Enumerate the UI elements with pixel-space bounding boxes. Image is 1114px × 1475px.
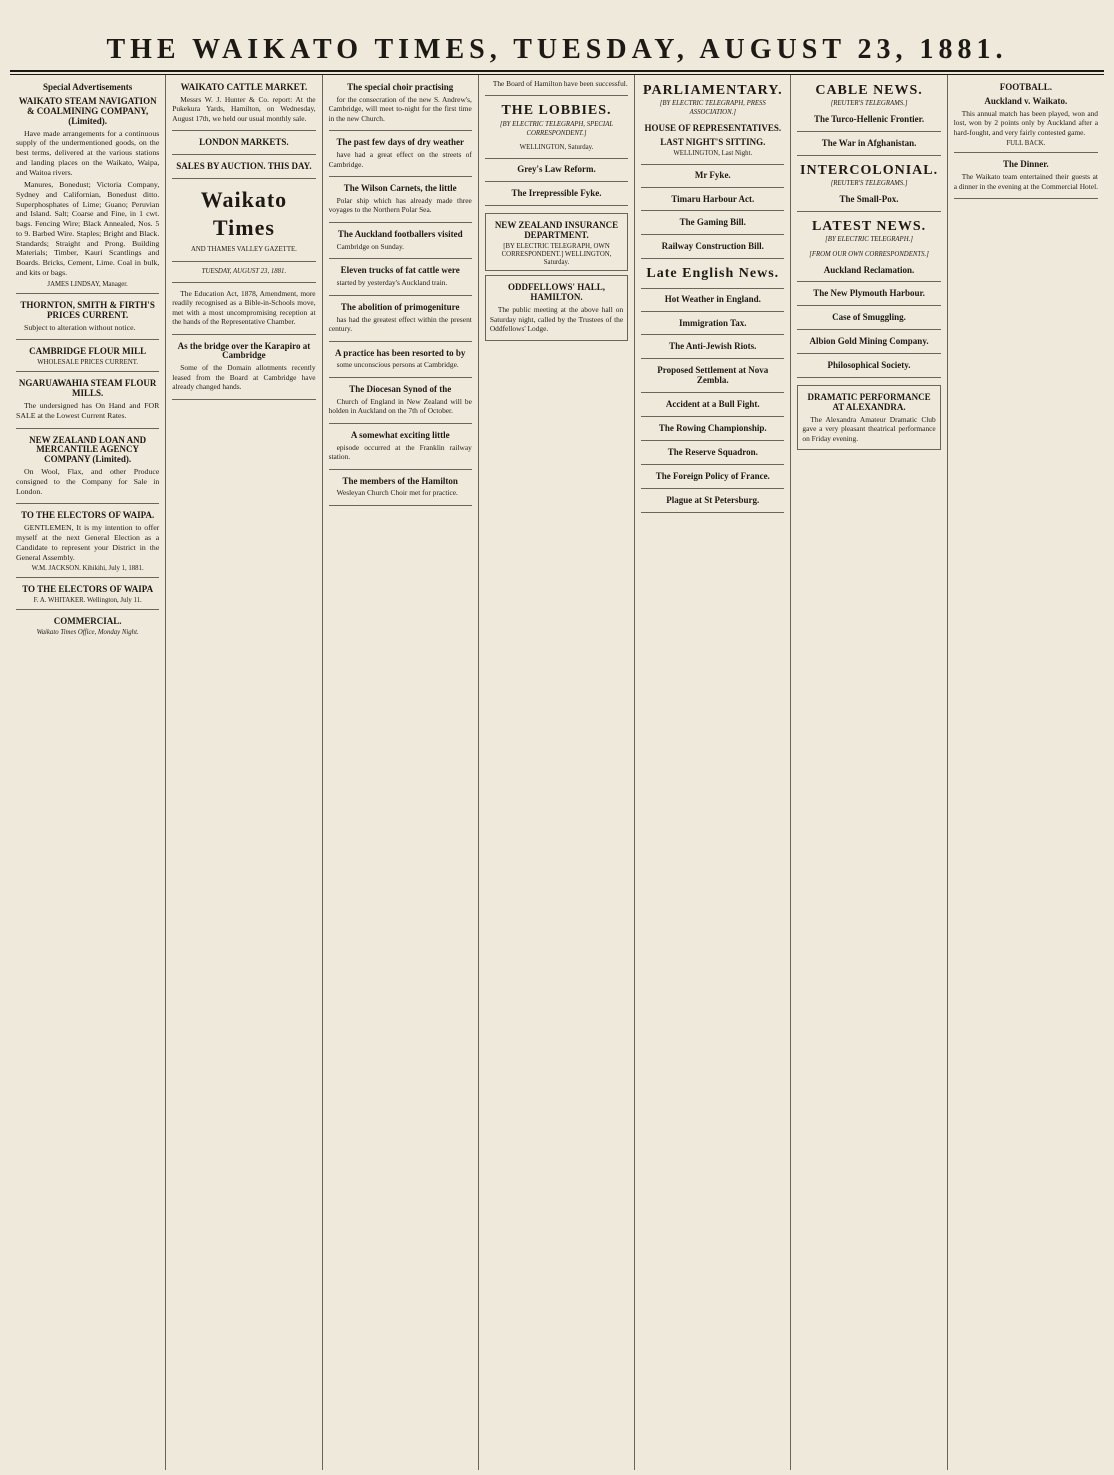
intercolonial-header: INTERCOLONIAL. (800, 162, 939, 178)
advert-list: Manures, Bonedust; Victoria Company, Sydney and Californian, Bonedust ditto. Superphosphates of Lime; Guano; Peruvian and Island. Salt; Coarse and Fine, in 1 cwt. bags. Fencing Wire; Black Annealed, Nos. 5 to 9. Barbed Wire. Staples; Bright and Black. Standards; Straight and Prong. Building Materials; Timber, Kauri Scantlings and Boards. Bricks, Cement, Lime. Coal in bulk, and kits or bags. (16, 180, 160, 277)
advert-prices-current (16, 301, 159, 341)
paper-subtitle: AND THAMES VALLEY GAZETTE. (190, 246, 297, 254)
late-item (641, 366, 784, 393)
oddfellows-text: The public meeting at the above hall on Saturday night, called by the Trustees of the Oddfellows' Lodge. (489, 305, 624, 334)
karapiro-bridge (172, 342, 315, 400)
latest-heading: Auckland Reclamation. (823, 264, 915, 275)
advert-title: CAMBRIDGE FLOUR MILL (29, 346, 147, 357)
news-text: Wesleyan Church Choir met for practice. (336, 488, 458, 498)
news-item (329, 303, 472, 342)
column-7 (948, 75, 1104, 1470)
late-heading: Hot Weather in England. (664, 293, 761, 304)
special-advertisements-header: Special Advertisements (43, 82, 133, 92)
insurance-box (485, 213, 628, 271)
late-heading: Accident at a Bull Fight. (665, 399, 760, 410)
news-item (485, 79, 628, 96)
late-item (641, 295, 784, 312)
news-item (329, 230, 472, 259)
divider (172, 261, 315, 262)
dinner-header: The Dinner. (1003, 159, 1049, 170)
advert-text: The undersigned has On Hand and FOR SALE at the Lowest Current Rates. (16, 401, 160, 420)
advert-text: GENTLEMEN, It is my intention to offer myself at the next General Election as a Candidate to represent your District in the General Assembly. (16, 523, 160, 562)
divider (172, 282, 315, 283)
late-heading: The Foreign Policy of France. (655, 470, 770, 481)
news-item (329, 385, 472, 424)
news-text: for the consecration of the new S. Andrew's, Cambridge, will meet to-night for the first time in the new Church. (328, 94, 472, 123)
news-text: have had a great effect on the streets of Cambridge. (328, 150, 472, 169)
lobbies-subtitle: [BY ELECTRIC TELEGRAPH, SPECIAL CORRESPONDENT.] (499, 120, 614, 137)
advert-subtitle: WHOLESALE PRICES CURRENT. (37, 359, 139, 367)
match-header: Auckland v. Waikato. (984, 95, 1068, 106)
column-6 (791, 75, 947, 1470)
advert-title: THORNTON, SMITH & FIRTH'S PRICES CURRENT. (20, 299, 155, 320)
late-heading: Proposed Settlement at Nova Zembla. (657, 365, 769, 386)
news-heading: Eleven trucks of fat cattle were (340, 265, 460, 276)
section-text: Messrs W. J. Hunter & Co. report: At the Pukekura Yards, Hamilton, on Wednesday, August 17th, we held our usual monthly sale. (172, 94, 316, 123)
lobbies-item (485, 165, 628, 182)
news-heading: A somewhat exciting little (350, 429, 450, 440)
parliamentary-header: PARLIAMENTARY. (642, 83, 783, 98)
column-grid (10, 74, 1104, 1470)
paper-name: Waikato Times (200, 187, 288, 241)
latest-heading: Case of Smuggling. (832, 312, 906, 323)
oddfellows-box (485, 275, 628, 340)
inter-item (797, 195, 940, 212)
latest-item (797, 361, 940, 378)
divider (641, 164, 784, 165)
late-item (641, 400, 784, 417)
news-heading: The past few days of dry weather (336, 137, 464, 148)
advert-agent: JAMES LINDSAY, Manager. (47, 280, 128, 288)
news-heading: The abolition of primogeniture (340, 301, 460, 312)
latest-subtitle-2: [FROM OUR OWN CORRESPONDENTS.] (809, 250, 929, 258)
latest-item (797, 266, 940, 283)
sitting-dateline: WELLINGTON, Last Night. (673, 149, 753, 157)
advert-steam-navigation (16, 97, 159, 294)
divider (641, 288, 784, 289)
dramatic-text: The Alexandra Amateur Dramatic Club gave a very pleasant theatrical performance on Friday evening. (802, 414, 936, 443)
match-text: This annual match has been played, won and lost, won by 2 points only by Auckland after a hard-fought, and very fairly contested game. (953, 108, 1098, 137)
late-news-header: Late English News. (646, 266, 780, 282)
news-text: has had the greatest effect within the present century. (328, 314, 472, 334)
lobbies-item (485, 189, 628, 206)
news-heading: The Wilson Carnets, the little (343, 183, 457, 194)
news-item (329, 477, 472, 506)
cable-item (797, 115, 940, 132)
latest-heading: Philosophical Society. (827, 360, 911, 371)
news-text: The Board of Hamilton have been successful. (492, 79, 628, 88)
latest-item (797, 289, 940, 306)
advert-title: WAIKATO STEAM NAVIGATION & COALMINING COMPANY, (Limited). (18, 95, 157, 126)
football-header: FOOTBALL. (999, 82, 1052, 92)
late-item (641, 496, 784, 513)
dinner-text: The Waikato team entertained their guests at a dinner in the evening at the Commercial Hotel. (953, 172, 1098, 191)
column-3 (323, 75, 479, 1470)
news-item (329, 138, 472, 177)
cable-heading: The War in Afghanistan. (821, 137, 917, 148)
advert-signature: F. A. WHITAKER. Wellington, July 11. (33, 597, 142, 605)
advert-text: Subject to alteration without notice. (24, 322, 136, 332)
late-item (641, 424, 784, 441)
oddfellows-header: ODDFELLOWS' HALL, HAMILTON. (507, 282, 605, 303)
leading-article (172, 289, 315, 335)
dinner-report (954, 172, 1098, 199)
advert-electors-2 (16, 585, 159, 610)
advert-title: TO THE ELECTORS OF WAIPA. (21, 510, 155, 521)
newspaper-title: THE WAIKATO TIMES, TUESDAY, AUGUST 23, 1881. (106, 34, 1008, 65)
advert-title: NEW ZEALAND LOAN AND MERCANTILE AGENCY COMPANY (Limited). (29, 434, 147, 465)
lobbies-header: THE LOBBIES. (501, 103, 612, 119)
divider (485, 158, 628, 159)
advert-steam-flour-mills (16, 379, 159, 428)
late-item (641, 472, 784, 489)
late-heading: Plague at St Petersburg. (666, 494, 760, 505)
latest-news-header: LATEST NEWS. (811, 218, 927, 234)
sales-by-auction (172, 162, 315, 179)
advert-title: TO THE ELECTORS OF WAIPA (22, 584, 154, 595)
section-title: LONDON MARKETS. (199, 137, 289, 148)
late-heading: Immigration Tax. (679, 317, 747, 328)
house-header: HOUSE OF REPRESENTATIVES. (644, 122, 782, 133)
column-2 (166, 75, 322, 1470)
intercolonial-subtitle: [REUTER'S TELEGRAMS.] (830, 180, 908, 188)
late-heading: The Reserve Squadron. (667, 446, 758, 457)
news-item (329, 431, 472, 470)
latest-item (797, 313, 940, 330)
lobbies-heading: Grey's Law Reform. (517, 164, 596, 175)
cattle-market (172, 83, 315, 131)
london-markets (172, 138, 315, 155)
section-title: As the bridge over the Karapiro at Cambridge (177, 340, 311, 361)
news-text: started by yesterday's Auckland train. (336, 278, 448, 288)
late-heading: The Rowing Championship. (658, 423, 767, 433)
match-report (954, 109, 1098, 154)
news-text: some unconscious persons at Cambridge. (336, 360, 459, 370)
cable-header: CABLE NEWS. (815, 83, 923, 98)
column-1 (10, 75, 166, 1470)
late-item (641, 448, 784, 465)
parliament-heading: The Gaming Bill. (679, 217, 746, 228)
cable-item (797, 139, 940, 156)
section-text: Some of the Domain allotments recently leased from the Board at Cambridge have already changed hands. (172, 363, 316, 392)
news-text: Church of England in New Zealand will be holden in Auckland on the 7th of October. (328, 396, 472, 416)
inter-heading: The Small-Pox. (839, 193, 899, 204)
news-heading: A practice has been resorted to by (335, 347, 466, 358)
late-item (641, 342, 784, 359)
paper-dateline: TUESDAY, AUGUST 23, 1881. (201, 267, 287, 275)
news-heading: The Diocesan Synod of the (349, 383, 452, 394)
commercial-header: COMMERCIAL. (53, 616, 122, 627)
news-text: Polar ship which has already made three voyages to the Northern Polar Sea. (328, 196, 472, 215)
latest-subtitle: [BY ELECTRIC TELEGRAPH.] (825, 236, 913, 244)
section-title: WAIKATO CATTLE MARKET. (180, 82, 308, 92)
late-item (641, 319, 784, 336)
latest-item (797, 337, 940, 354)
latest-heading: Albion Gold Mining Company. (809, 336, 929, 347)
column-4 (479, 75, 635, 1470)
spacer (16, 638, 159, 644)
news-heading: The members of the Hamilton (342, 475, 458, 486)
parliament-heading: Railway Construction Bill. (661, 241, 764, 252)
news-item (329, 83, 472, 131)
insurance-header: NEW ZEALAND INSURANCE DEPARTMENT. (494, 220, 619, 241)
advert-flour-mill (16, 347, 159, 372)
cable-subtitle: [REUTER'S TELEGRAMS.] (830, 100, 908, 108)
parliament-item (641, 171, 784, 188)
news-item (329, 184, 472, 223)
news-item (329, 349, 472, 378)
news-heading: The Auckland footballers visited (337, 228, 463, 239)
parliamentary-subtitle: [BY ELECTRIC TELEGRAPH, PRESS ASSOCIATION.] (659, 100, 766, 117)
news-item (329, 266, 472, 295)
cable-heading: The Turco-Hellenic Frontier. (814, 114, 925, 125)
editorial-text: The Education Act, 1878, Amendment, more readily recognised as a Bible-in-Schools move, met with a most uncompromising reception at the hands of the Representative Chamber. (172, 288, 316, 327)
news-text: Cambridge on Sunday. (336, 241, 405, 251)
advert-electors-1 (16, 511, 159, 578)
advert-loan-agency (16, 436, 159, 505)
insurance-subtitle: [BY ELECTRIC TELEGRAPH, OWN CORRESPONDENT.] WELLINGTON, Saturday. (501, 242, 612, 267)
match-signoff: FULL BACK. (1006, 140, 1046, 148)
sitting-header: LAST NIGHT'S SITTING. (660, 136, 766, 147)
advert-title: NGARUAWAHIA STEAM FLOUR MILLS. (18, 378, 157, 399)
parliament-item (641, 195, 784, 212)
masthead (10, 8, 1104, 72)
lobbies-heading: The Irrepressible Fyke. (511, 188, 602, 199)
parliament-item (641, 242, 784, 259)
parliament-item (641, 218, 784, 235)
late-heading: The Anti-Jewish Riots. (669, 341, 757, 352)
dramatic-header: DRAMATIC PERFORMANCE AT ALEXANDRA. (807, 392, 931, 412)
latest-heading: The New Plymouth Harbour. (813, 288, 925, 299)
column-5 (635, 75, 791, 1470)
dramatic-box (797, 385, 940, 450)
news-heading: The special choir practising (347, 82, 454, 92)
advert-signature: W.M. JACKSON. Kihikihi, July 1, 1881. (31, 565, 144, 573)
advert-text: Have made arrangements for a continuous supply of the undermentioned goods, on the best terms, delivered at the various stations and landing places on the Waikato, Waipa, and Waitoa rivers. (16, 128, 160, 177)
advert-text: On Wool, Flax, and other Produce consigned to the Company for Sale in London. (16, 467, 160, 496)
commercial-subtitle: Waikato Times Office, Monday Night. (36, 629, 139, 637)
news-text: episode occurred at the Franklin railway station. (328, 442, 472, 462)
section-title: SALES BY AUCTION. THIS DAY. (176, 161, 312, 172)
lobbies-dateline: WELLINGTON, Saturday. (519, 144, 594, 152)
parliament-heading: Mr Fyke. (694, 169, 731, 180)
parliament-heading: Timaru Harbour Act. (671, 193, 755, 204)
